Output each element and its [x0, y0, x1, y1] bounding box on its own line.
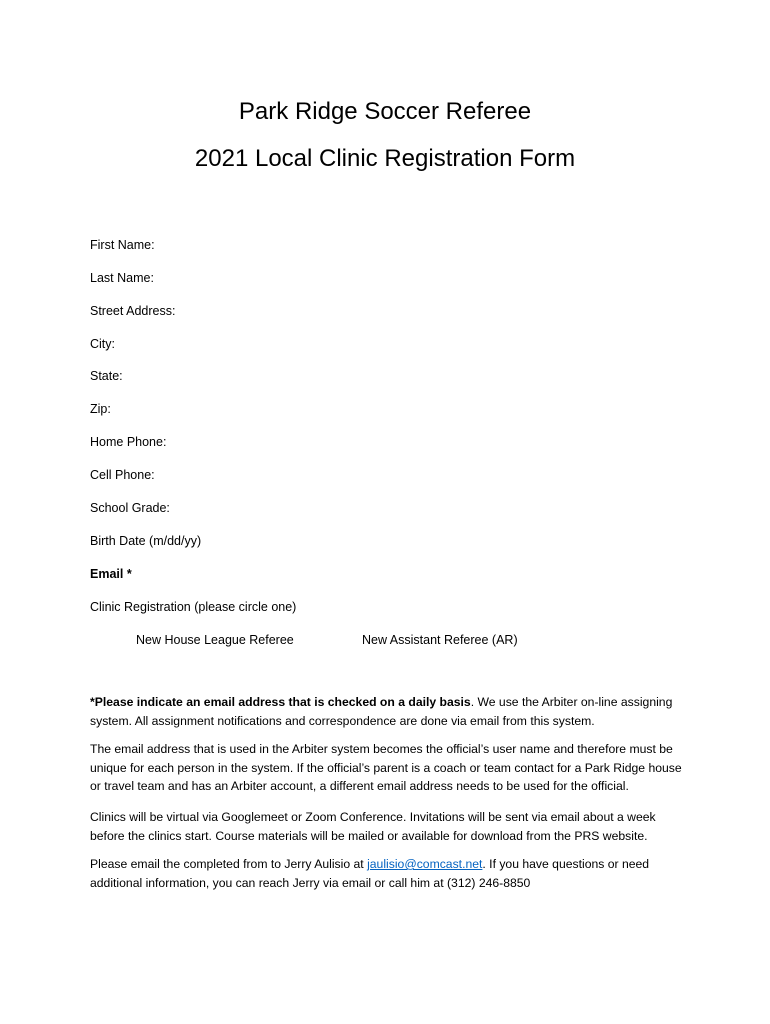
email-label: Email * — [90, 567, 132, 581]
street-address-label: Street Address: — [90, 304, 176, 318]
email-note-bold: *Please indicate an email address that is checked on a daily basis — [90, 695, 471, 709]
contact-text-before: Please email the completed from to Jerry Aulisio at — [90, 857, 368, 871]
state-label: State: — [90, 369, 123, 383]
contact-email-link[interactable]: jaulisio@comcast.net — [367, 857, 483, 871]
clinic-option-assistant-referee: New Assistant Referee (AR) — [362, 633, 518, 647]
contact-text-after: . If you have questions or need additional information, you can reach Jerry via email or call him at (312) 246-8850 — [90, 857, 650, 890]
clinic-registration-label: Clinic Registration (please circle one) — [90, 600, 297, 614]
school-grade-label: School Grade: — [90, 501, 170, 515]
cell-phone-label: Cell Phone: — [90, 468, 155, 482]
clinic-info-paragraph: Clinics will be virtual via Googlemeet or Zoom Conference. Invitations will be sent via email about a week before the clinics start. Course materials will be mailed or available for download from the PRS website. — [90, 810, 656, 843]
form-title: Park Ridge Soccer Referee — [238, 98, 532, 125]
contact-paragraph — [90, 855, 682, 892]
city-label: City: — [90, 337, 115, 351]
email-note-text: . We use the Arbiter on-line assigning system. All assignment notifications and correspondence are done via email from this system. — [90, 695, 673, 728]
home-phone-label: Home Phone: — [90, 435, 167, 449]
birth-date-label: Birth Date (m/dd/yy) — [90, 534, 202, 548]
arbiter-note-paragraph: The email address that is used in the Arbiter system becomes the official’s user name and therefore must be unique for each person in the system. If the official’s parent is a coach or team contact for a Park Ridge house or travel team and has an Arbiter account, a different email address needs to be used for the official. — [90, 742, 682, 793]
last-name-label: Last Name: — [90, 271, 154, 285]
clinic-option-house-league: New House League Referee — [136, 633, 294, 647]
form-subtitle: 2021 Local Clinic Registration Form — [194, 145, 576, 172]
email-note-paragraph — [90, 693, 682, 730]
first-name-label: First Name: — [90, 238, 155, 252]
zip-label: Zip: — [90, 402, 111, 416]
